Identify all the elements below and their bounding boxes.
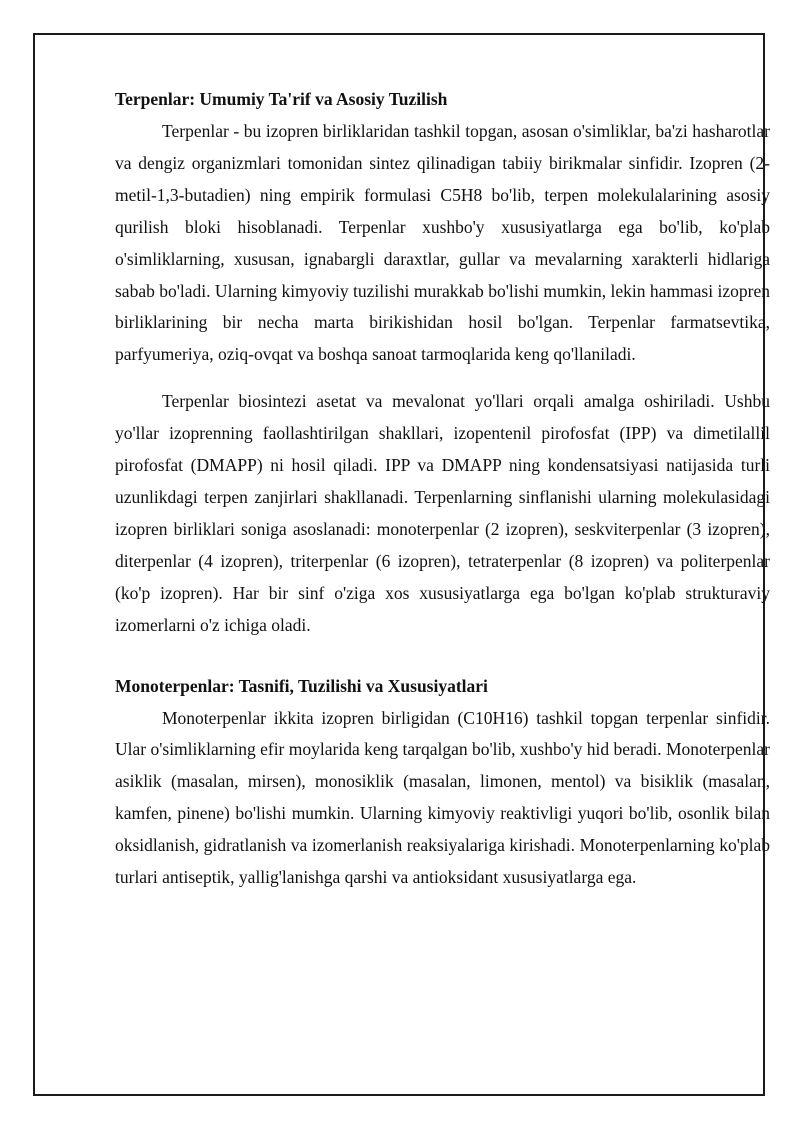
- paragraph-monoterpenlar: Monoterpenlar ikkita izopren birligidan (C10H16) tashkil topgan terpenlar sinfidir. Ular o'simliklarning efir moylarida keng tarqalgan bo'lib, xushbo'y hid beradi. Monoterpenlar asiklik (masalan, mirsen), monosiklik (masalan, limonen, mentol) va bisiklik (masalan, kamfen, pinene) bo'lishi mumkin. Ularning kimyoviy reaktivligi yuqori bo'lib, osonlik bilan oksidlanish, gidratlanish va izomerlanish reaksiyalariga kirishadi. Monoterpenlarning ko'plab turlari antiseptik, yallig'lanishga qarshi va antioksidant xususiyatlarga ega.: [115, 707, 770, 888]
- section-spacer: [115, 657, 770, 671]
- paragraph-terpenlar-definition: Terpenlar - bu izopren birliklaridan tashkil topgan, asosan o'simliklar, ba'zi hasharotlar va dengiz organizmlari tomonidan sintez qilinadigan tabiiy birikmalar sinfidir. Izopren (2-metil-1,3-butadien) ning empirik formulasi C5H8 bo'lib, terpen molekulalarining asosiy qurilish bloki hisoblanadi. Terpenlar xushbo'y xususiyatlarga ega bo'lib, ko'plab o'simliklarning, xususan, ignabargli daraxtlar, gullar va mevalarning xarakterli hidlariga sabab bo'ladi. Ularning kimyoviy tuzilishi murakkab bo'lishi mumkin, lekin hammasi izopren birliklarining bir necha marta birikishidan hosil bo'lgan. Terpenlar farmatsevtika, parfyumeriya, oziq-ovqat va boshqa sanoat tarmoqlarida keng qo'llaniladi.: [115, 121, 770, 365]
- paragraph-terpenlar-biosynthesis: Terpenlar biosintezi asetat va mevalonat yo'llari orqali amalga oshiriladi. Ushbu yo'llar izoprenning faollashtirilgan shakllari, izopentenil pirofosfat (IPP) va dimetilallil pirofosfat (DMAPP) ni hosil qiladi. IPP va DMAPP ning kondensatsiyasi natijasida turli uzunlikdagi terpen zanjirlari shakllanadi. Terpenlarning sinflanishi ularning molekulasidagi izopren birliklari soniga asoslanadi: monoterpenlar (2 izopren), seskviterpenlar (3 izopren), diterpenlar (4 izopren), triterpenlar (6 izopren), tetraterpenlar (8 izopren) va politerpenlar (ko'p izopren). Har bir sinf o'ziga xos xususiyatlarga ega bo'lgan ko'plab strukturaviy izomerlarni o'z ichiga oladi.: [115, 391, 770, 635]
- section-heading-monoterpenlar: Monoterpenlar: Tasnifi, Tuzilishi va Xususiyatlari: [115, 675, 488, 696]
- document-body: [115, 84, 770, 909]
- section-heading-terpenlar: Terpenlar: Umumiy Ta'rif va Asosiy Tuzilish: [115, 89, 448, 109]
